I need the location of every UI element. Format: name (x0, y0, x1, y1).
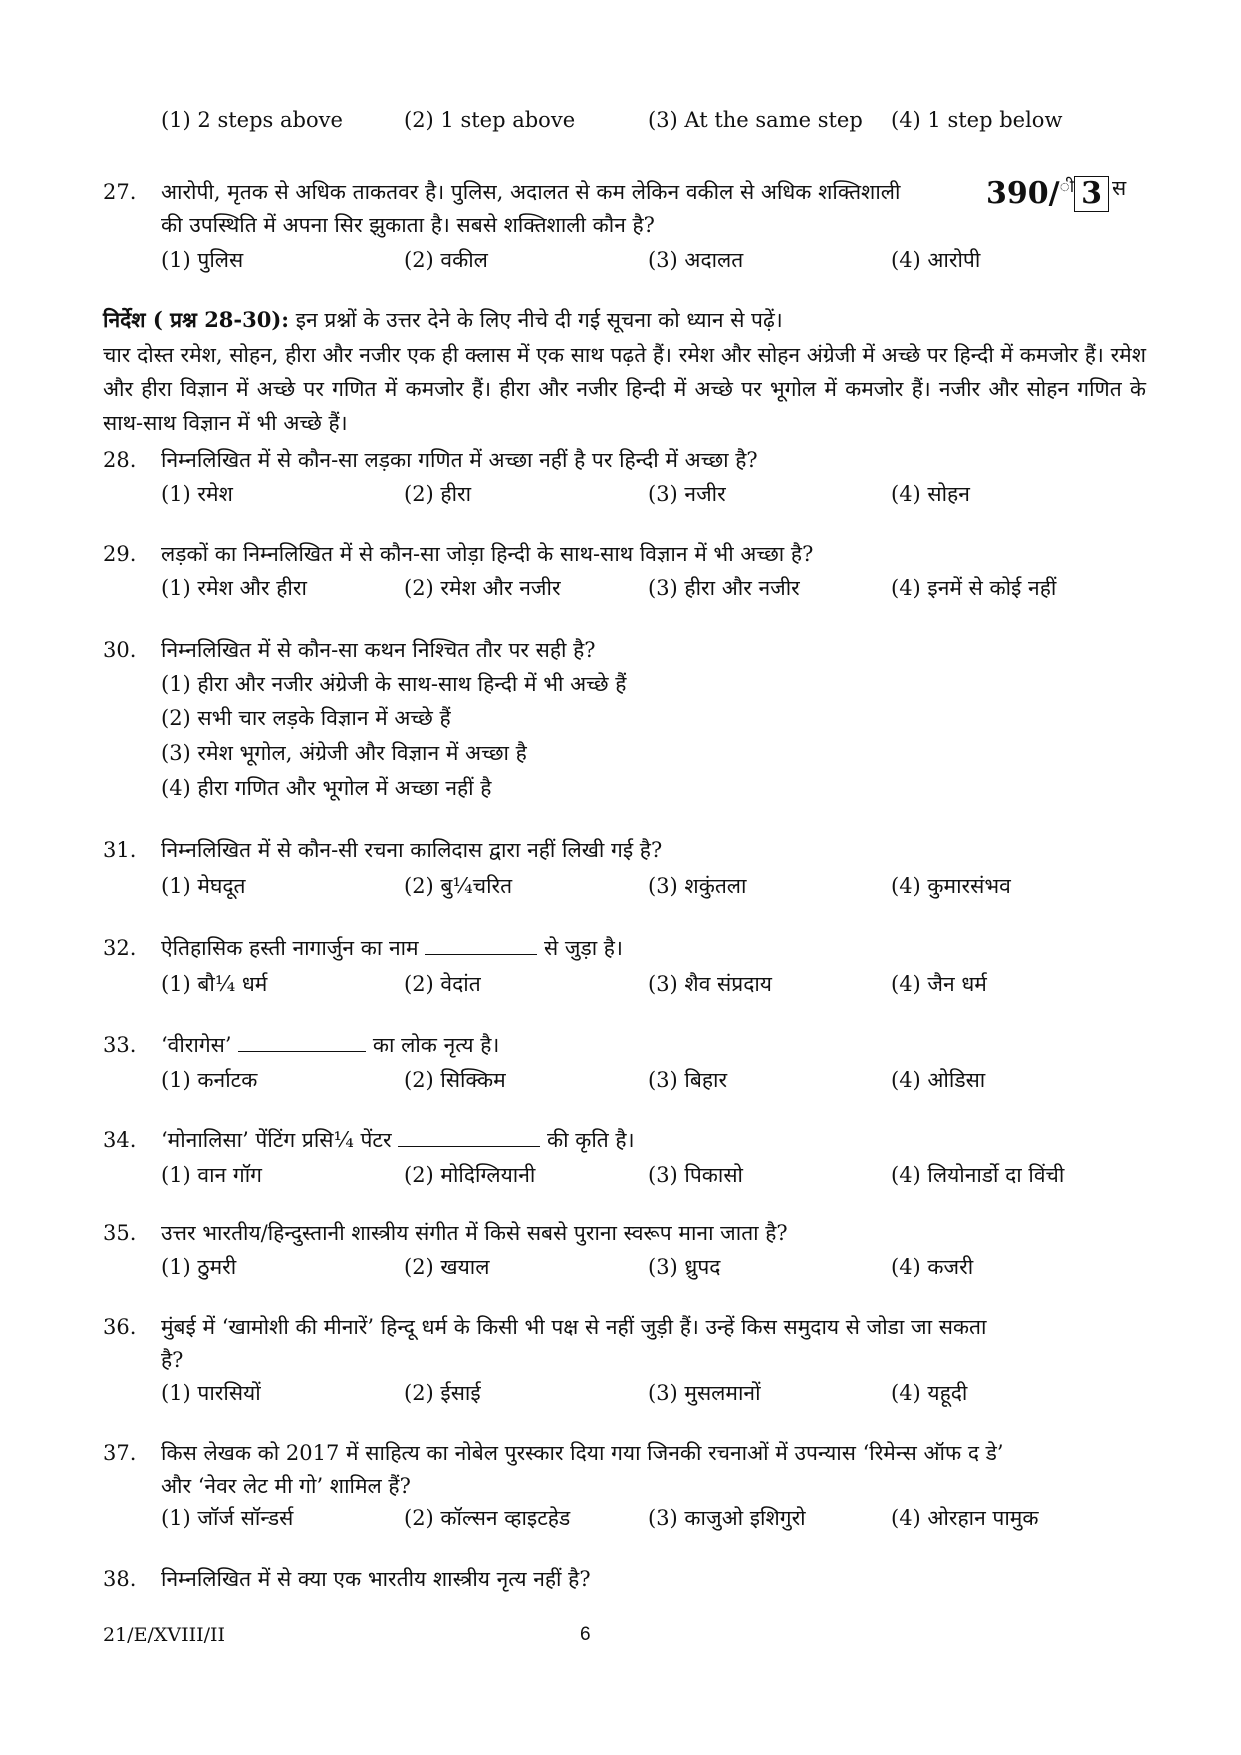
option: (4) हीरा गणित और भूगोल में अच्छा नहीं है (161, 776, 492, 800)
question-number: 37. (103, 1441, 137, 1465)
option: (4) 1 step below (891, 108, 1063, 132)
option: (3) मुसलमानों (648, 1381, 761, 1405)
option: (1) मेघदूत (161, 874, 246, 898)
option: (4) ओडिसा (891, 1068, 986, 1092)
option: (1) बौ¼ धर्म (161, 972, 268, 996)
question-text: की उपस्थिति में अपना सिर झुकाता है। सबसे शक्तिशाली कौन है? (161, 213, 655, 237)
option: (2) बु¼चरित (404, 874, 513, 898)
option: (1) हीरा और नजीर अंग्रेजी के साथ-साथ हिन्दी में भी अच्छे हैं (161, 672, 627, 696)
option: (2) कॉल्सन व्हाइटहेड (404, 1506, 571, 1530)
question-text-post: का लोक नृत्य है। (372, 1033, 500, 1057)
option: (1) रमेश (161, 482, 233, 506)
question-text (161, 1031, 499, 1059)
option: (2) सभी चार लड़के विज्ञान में अच्छे हैं (161, 706, 451, 730)
directions-paragraph: चार दोस्त रमेश, सोहन, हीरा और नजीर एक ही क्लास में एक साथ पढ़ते हैं। रमेश और सोहन अंग्रेजी में अच्छे पर हिन्दी में कमजोर हैं। रमेश और हीरा विज्ञान में अच्छे पर गणित में कमजोर हैं। हीरा और नजीर हिन्दी में अच्छे पर भूगोल में कमजोर हैं। नजीर और सोहन गणित के साथ-साथ विज्ञान में भी अच्छे हैं। (103, 343, 1146, 435)
question-text: किस लेखक को 2017 में साहित्य का नोबेल पुरस्कार दिया गया जिनकी रचनाओं में उपन्यास ‘रिमेन्स ऑफ द डे’ (161, 1441, 1004, 1465)
stamp-cut-left: ी (1059, 177, 1075, 197)
prev-question-options (161, 106, 1146, 134)
directions-intro: इन प्रश्नों के उत्तर देने के लिए नीचे दी गई सूचना को ध्यान से पढ़ें। (295, 308, 783, 332)
option: (2) रमेश और नजीर (404, 576, 561, 600)
question-number: 31. (103, 838, 137, 862)
question-text: निम्नलिखित में से क्या एक भारतीय शास्त्रीय नृत्य नहीं है? (161, 1567, 591, 1591)
question-options (161, 1504, 1146, 1532)
option: (1) ठुमरी (161, 1255, 237, 1279)
option: (4) कुमारसंभव (891, 874, 1011, 898)
stamp-cut-right: स (1111, 176, 1127, 200)
option: (3) अदालत (648, 248, 744, 272)
question-text: निम्नलिखित में से कौन-सा लड़का गणित में अच्छा नहीं है पर हिन्दी में अच्छा है? (161, 448, 758, 472)
question-text: आरोपी, मृतक से अधिक ताकतवर है। पुलिस, अदालत से कम लेकिन वकील से अधिक शक्तिशाली (161, 180, 901, 204)
question-options (161, 1379, 1146, 1407)
option: (3) At the same step (648, 108, 863, 132)
directions-title: निर्देश ( प्रश्न 28-30): (103, 307, 290, 332)
option: (3) ध्रुपद (648, 1255, 721, 1279)
paper-code: 21/E/XVIII/II (103, 1624, 226, 1646)
booklet-code: 390/ (986, 176, 1060, 211)
option: (2) हीरा (404, 482, 472, 506)
question-options (161, 970, 1146, 998)
question-options (161, 1253, 1146, 1281)
option: (3) काजुओ इशिगुरो (648, 1506, 806, 1530)
question-number: 33. (103, 1033, 137, 1057)
option: (1) 2 steps above (161, 108, 343, 132)
question-text: लड़कों का निम्नलिखित में से कौन-सा जोड़ा हिन्दी के साथ-साथ विज्ञान में भी अच्छा है? (161, 542, 814, 566)
question-text-post: से जुड़ा है। (544, 936, 623, 960)
option: (1) पुलिस (161, 248, 244, 272)
option: (2) सिक्किम (404, 1068, 506, 1092)
option: (4) कजरी (891, 1255, 974, 1279)
question-text (161, 1126, 635, 1154)
option: (4) यहूदी (891, 1381, 968, 1405)
question-text: और ‘नेवर लेट मी गो’ शामिल हैं? (161, 1474, 411, 1498)
question-options (161, 574, 1146, 602)
question-text: है? (161, 1348, 184, 1372)
question-options (161, 1161, 1146, 1189)
question-text (161, 934, 623, 962)
question-text-pre: ‘वीरागेस’ (161, 1033, 232, 1057)
page-number: 6 (580, 1624, 591, 1645)
option: (2) खयाल (404, 1255, 490, 1279)
question-options (161, 872, 1146, 900)
question-text: निम्नलिखित में से कौन-सा कथन निश्चित तौर पर सही है? (161, 638, 596, 662)
question-text: मुंबई में ‘खामोशी की मीनारें’ हिन्दू धर्म के किसी भी पक्ष से नहीं जुड़ी हैं। उन्हें किस समुदाय से जोडा जा सकता (161, 1315, 987, 1339)
option: (2) 1 step above (404, 108, 576, 132)
question-text: उत्तर भारतीय/हिन्दुस्तानी शास्त्रीय संगीत में किसे सबसे पुराना स्वरूप माना जाता है? (161, 1221, 788, 1245)
question-text-pre: ऐतिहासिक हस्ती नागार्जुन का नाम (161, 936, 419, 960)
question-number: 34. (103, 1128, 137, 1152)
question-number: 28. (103, 448, 137, 472)
question-options (161, 1066, 1146, 1094)
option: (4) जैन धर्म (891, 972, 987, 996)
option: (1) रमेश और हीरा (161, 576, 307, 600)
question-options (161, 246, 1146, 274)
option: (4) ओरहान पामुक (891, 1506, 1039, 1530)
question-text-pre: ‘मोनालिसा’ पेंटिंग प्रसि¼ पेंटर (161, 1128, 392, 1152)
option: (4) लियोनार्डो दा विंची (891, 1163, 1065, 1187)
booklet-set-box: 3 (1074, 176, 1109, 212)
booklet-code-stamp (986, 174, 1128, 214)
option: (1) पारसियों (161, 1381, 261, 1405)
option: (1) जॉर्ज सॉन्डर्स (161, 1506, 294, 1530)
option: (1) वान गॉग (161, 1163, 262, 1187)
option: (4) सोहन (891, 482, 970, 506)
option: (3) शैव संप्रदाय (648, 972, 772, 996)
directions-heading (103, 306, 783, 334)
option: (4) इनमें से कोई नहीं (891, 576, 1057, 600)
question-options (161, 480, 1146, 508)
question-number: 30. (103, 638, 137, 662)
option: (2) वकील (404, 248, 488, 272)
question-text-post: की कृति है। (546, 1128, 635, 1152)
option: (2) ईसाई (404, 1381, 481, 1405)
option: (3) पिकासो (648, 1163, 743, 1187)
fill-blank (238, 1033, 366, 1052)
question-text: निम्नलिखित में से कौन-सी रचना कालिदास द्वारा नहीं लिखी गई है? (161, 838, 663, 862)
question-number: 35. (103, 1221, 137, 1245)
option: (3) नजीर (648, 482, 726, 506)
option: (2) मोदिग्लियानी (404, 1163, 536, 1187)
option: (3) शकुंतला (648, 874, 747, 898)
question-number: 27. (103, 180, 137, 204)
option: (3) बिहार (648, 1068, 728, 1092)
option: (1) कर्नाटक (161, 1068, 258, 1092)
option: (3) रमेश भूगोल, अंग्रेजी और विज्ञान में अच्छा है (161, 741, 527, 765)
option: (3) हीरा और नजीर (648, 576, 800, 600)
question-number: 29. (103, 542, 137, 566)
option: (2) वेदांत (404, 972, 481, 996)
fill-blank (425, 936, 537, 955)
question-number: 36. (103, 1315, 137, 1339)
fill-blank (398, 1128, 540, 1147)
question-number: 32. (103, 936, 137, 960)
question-number: 38. (103, 1567, 137, 1591)
option: (4) आरोपी (891, 248, 981, 272)
